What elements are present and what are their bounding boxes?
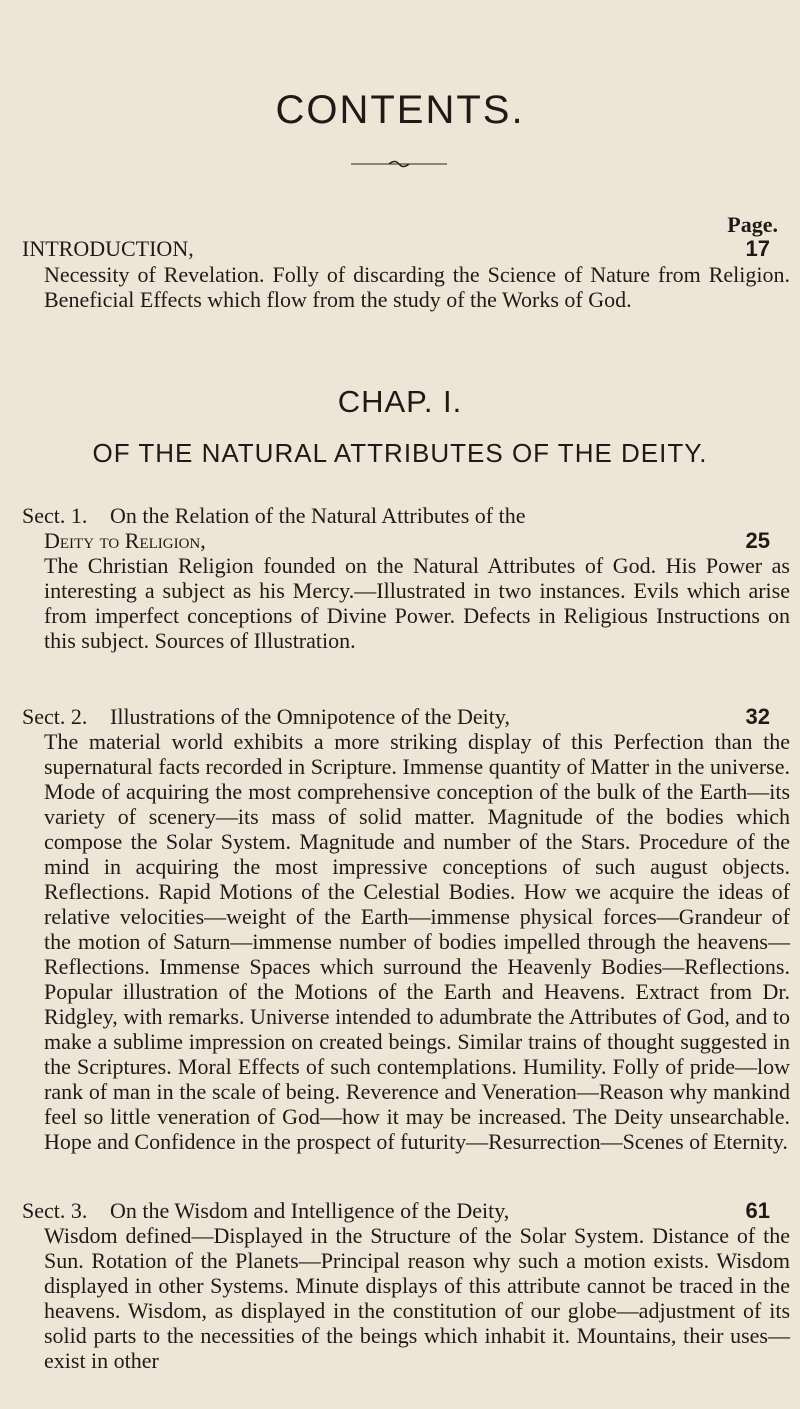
section-1-heading-cont: Deity to Religion, (44, 528, 206, 553)
page-title: CONTENTS. (275, 88, 525, 132)
section-1-heading: On the Relation of the Natural Attributes of the (110, 503, 526, 528)
section-3-label: Sect. 3. (22, 1198, 88, 1223)
section-3-summary: Wisdom defined—Displayed in the Structure of the Solar System. Distance of the Sun. Rotation of the Planets—Principal reason why such a motion exists. Wisdom displayed in other Systems. Minute displays of this attribute cannot be traced in the heavens. Wisdom, as displayed in the constitution of our globe—adjustment of its solid parts to the necessities of the beings which inhabit it. Mountains, their uses—exist in other (44, 1223, 790, 1373)
introduction-heading: INTRODUCTION, (22, 236, 194, 261)
section-3-page-number: 61 (745, 1198, 770, 1223)
section-1-label: Sect. 1. (22, 503, 88, 528)
introduction-summary: Necessity of Revelation. Folly of discarding the Science of Nature from Religion. Beneficial Effects which flow from the study of the Works of God. (44, 262, 790, 312)
chapter-title: OF THE NATURAL ATTRIBUTES OF THE DEITY. (92, 438, 708, 468)
section-1-page-number: 25 (745, 528, 770, 553)
page-column-label: Page. (727, 212, 778, 237)
introduction-page-number: 17 (745, 236, 770, 261)
section-2-summary: The material world exhibits a more striking display of this Perfection than the supernatural facts recorded in Scripture. Immense quantity of Matter in the universe. Mode of acquiring the most comprehensive conception of the bulk of the Earth—its variety of scenery—its mass of solid matter. Magnitude of the bodies which compose the Solar System. Magnitude and number of the Stars. Procedure of the mind in acquiring the most impressive conceptions of such august objects. Reflections. Rapid Motions of the Celestial Bodies. How we acquire the ideas of relative velocities—weight of the Earth—immense physical forces—Grandeur of the motion of Saturn—immense number of bodies impelled through the heavens—Reflections. Immense Spaces which surround the Heavenly Bodies—Reflections. Popular illustration of the Motions of the Earth and Heavens. Extract from Dr. Ridgley, with remarks. Universe intended to adumbrate the Attributes of God, and to make a sublime impression on created beings. Similar trains of thought suggested in the Scriptures. Moral Effects of such contemplations. Humility. Folly of pride—low rank of man in the scale of being. Reverence and Veneration—Reason why mankind feel so little veneration of God—how it may be increased. The Deity unsearchable. Hope and Confidence in the prospect of futurity—Resurrection—Scenes of Eternity. (44, 729, 790, 1154)
chapter-number: CHAP. I. (337, 384, 463, 419)
section-1-summary: The Christian Religion founded on the Natural Attributes of God. His Power as interesting a subject as his Mercy.—Illustrated in two instances. Evils which arise from imperfect conceptions of Divine Power. Defects in Religious Instructions on this subject. Sources of Illustration. (44, 553, 790, 653)
section-2-heading: Illustrations of the Omnipotence of the Deity, (110, 704, 510, 729)
ornamental-rule (351, 159, 447, 169)
section-3-heading: On the Wisdom and Intelligence of the Deity, (110, 1198, 510, 1223)
section-2-page-number: 32 (745, 704, 770, 729)
section-2-label: Sect. 2. (22, 704, 88, 729)
